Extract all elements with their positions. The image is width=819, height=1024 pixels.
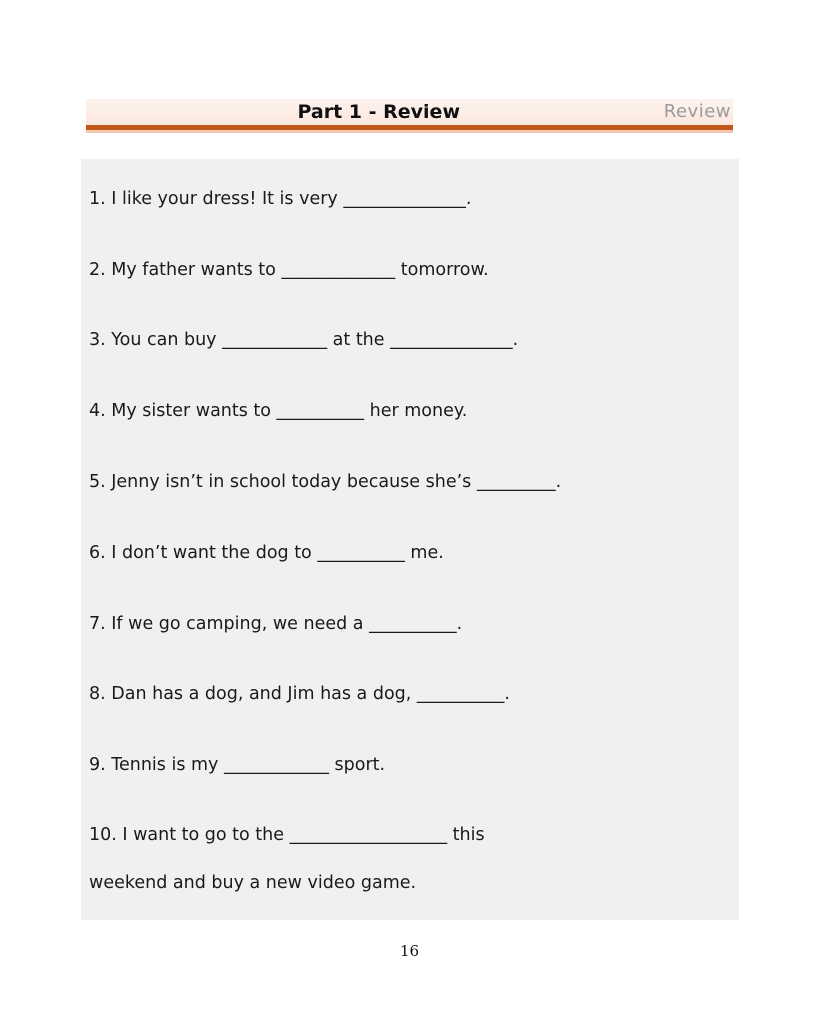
question-10-line-2: weekend and buy a new video game. bbox=[89, 873, 417, 893]
header-rule-light bbox=[86, 130, 733, 133]
question-10-line-1: 10. I want to go to the __________________ this bbox=[89, 825, 485, 845]
question-8: 8. Dan has a dog, and Jim has a dog, __________. bbox=[89, 684, 510, 704]
question-5: 5. Jenny isn’t in school today because she’s _________. bbox=[89, 472, 562, 492]
question-4: 4. My sister wants to __________ her money. bbox=[89, 401, 468, 421]
question-9: 9. Tennis is my ____________ sport. bbox=[89, 755, 386, 775]
page-number: 16 bbox=[399, 942, 420, 960]
question-3: 3. You can buy ____________ at the ______________. bbox=[89, 330, 519, 350]
section-title bbox=[0, 99, 570, 125]
question-7: 7. If we go camping, we need a __________. bbox=[89, 614, 463, 634]
section-tag: Review bbox=[663, 101, 731, 122]
question-2: 2. My father wants to _____________ tomorrow. bbox=[89, 260, 489, 280]
question-6: 6. I don’t want the dog to __________ me. bbox=[89, 543, 444, 563]
section-title-text: Part 1 - Review bbox=[297, 101, 460, 123]
question-1: 1. I like your dress! It is very ______________. bbox=[89, 189, 472, 209]
